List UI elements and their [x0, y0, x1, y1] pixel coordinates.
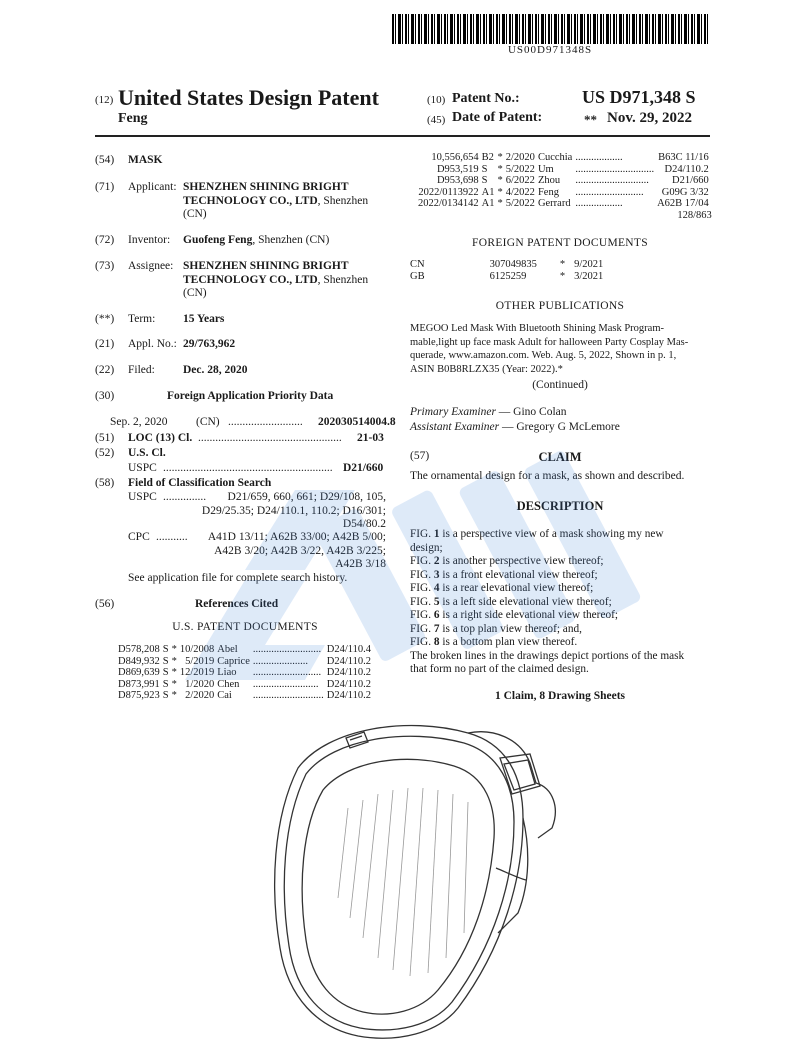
ref-name: Cucchia [537, 152, 573, 163]
ref-dots: ..................... [252, 655, 309, 667]
foreign-country: GB [410, 270, 425, 282]
field-51-loc: (51) LOC (13) Cl. .................................................. 21-03 [95, 432, 384, 444]
ref-num: D873,991 [118, 678, 160, 690]
foreign-star: * [559, 259, 566, 270]
table-row [118, 690, 374, 702]
ref-date: 6/2022 [505, 175, 535, 187]
patent-no-label: Patent No.: [452, 91, 520, 106]
claim-summary: 1 Claim, 8 Drawing Sheets [494, 690, 625, 702]
table-row [118, 667, 374, 679]
foreign-date: 3/2021 [574, 270, 604, 282]
foreign-docs-heading: FOREIGN PATENT DOCUMENTS [472, 237, 648, 249]
ref-name: Liao [217, 667, 237, 679]
other-publications-heading: OTHER PUBLICATIONS [495, 300, 625, 312]
ref-date: 5/2022 [505, 198, 535, 210]
patent-type-title: United States Design Patent [118, 85, 379, 110]
ref-date: 10/2008 [179, 644, 215, 655]
see-application-note: See application file for complete search history. [128, 572, 348, 584]
field-term: (**) Term: 15 Years [95, 313, 225, 325]
field-58: (58) Field of Classification Search [95, 477, 272, 489]
barcode-number: US00D971348S [507, 44, 593, 56]
other-publication-line: mable,light up face mask Adult for halloween Party Cosplay Mas- [410, 336, 689, 348]
field-22-filed: (22) Filed: Dec. 28, 2020 [95, 364, 248, 376]
ref-star: * [171, 667, 177, 679]
table-row [418, 152, 712, 164]
ref-dots: .................. [575, 198, 623, 210]
description-line: FIG. 4 is a rear elevational view thereof; [410, 582, 594, 594]
header-divider [95, 135, 710, 137]
ref-name: Zhou [537, 175, 561, 187]
ref-name: Chen [217, 678, 240, 690]
ref-star: * [171, 678, 177, 690]
patent-number: US D971,348 S [582, 87, 696, 107]
ref-dots: ......................... [252, 678, 319, 690]
table-row [118, 679, 374, 691]
title-mask: MASK [128, 154, 163, 166]
ref-dots: .......................... [252, 644, 322, 655]
description-line: FIG. 5 is a left side elevational view thereof; [410, 595, 612, 608]
foreign-star: * [559, 270, 566, 282]
ref-dots: ........................... [252, 690, 324, 702]
ref-kind: S [162, 678, 169, 690]
ref-star: * [171, 644, 177, 655]
table-row [118, 656, 374, 668]
other-publication-line: ASIN B0B8RLZX35 (Year: 2022).* [410, 364, 563, 376]
ref-num: D953,519 [436, 163, 479, 175]
ref-kind: S [481, 175, 488, 187]
ref-dots: .................. [575, 152, 623, 163]
field-71-applicant: (71) Applicant: SHENZHEN SHINING BRIGHT TECHNOLOGY CO., LTD, Shenzhen (CN) [95, 181, 369, 220]
table-row [418, 187, 712, 199]
table-row [410, 271, 606, 283]
ref-cls: D24/110.2 [326, 690, 372, 702]
description-line: The broken lines in the drawings depict portions of the mask [410, 649, 685, 662]
ref-num: D869,639 [118, 667, 160, 679]
description-line: FIG. 2 is another perspective view thereof; [410, 555, 604, 567]
ref-date: 4/2022 [505, 186, 535, 198]
foreign-references-table [410, 259, 606, 282]
field-30: (30) Foreign Application Priority Data [95, 390, 334, 402]
ref-cls: D24/110.4 [326, 644, 372, 655]
field-56: (56) References Cited [95, 598, 279, 610]
ref-num: D875,923 [118, 690, 160, 702]
ref-cls: B63C 11/16 [658, 152, 709, 163]
continued-note: (Continued) [532, 379, 588, 391]
priority-entry: Sep. 2, 2020 (CN) .......................... 202030514004.8 [110, 416, 396, 428]
foreign-num: 307049835 [489, 259, 537, 270]
ref-cls: A62B 17/04 [657, 198, 709, 210]
ref-kind: S [481, 163, 488, 175]
date-code: (45) [427, 114, 446, 126]
field-73-assignee: (73) Assignee: SHENZHEN SHINING BRIGHT TECHNOLOGY CO., LTD, Shenzhen (CN) [95, 260, 369, 299]
claim-text: The ornamental design for a mask, as shown and described. [410, 470, 685, 482]
table-row [418, 175, 712, 187]
ref-date: 5/2019 [185, 655, 215, 667]
field-72-inventor: (72) Inventor: Guofeng Feng, Shenzhen (CN) [95, 234, 330, 246]
ref-cls: D24/110.2 [326, 678, 372, 690]
ref-num: D953,698 [436, 175, 479, 187]
ref-kind: S [162, 667, 169, 679]
ref-dots: .............................. [575, 163, 655, 175]
date-of-patent: Nov. 29, 2022 [607, 110, 693, 126]
ref-kind: S [162, 690, 169, 702]
table-row [410, 259, 606, 271]
ref-name: Gerrard [537, 198, 571, 210]
refs-cont-extra: 128/863 [677, 209, 712, 221]
foreign-num: 6125259 [489, 270, 527, 282]
ref-star: * [497, 152, 503, 163]
ref-cls: G09G 3/32 [661, 186, 709, 198]
table-row [418, 164, 712, 176]
ref-star: * [497, 163, 503, 175]
ref-date: 1/2020 [185, 678, 215, 690]
description-line: FIG. 6 is a right side elevational view thereof; [410, 609, 619, 621]
foreign-country: CN [410, 259, 425, 270]
description-line: FIG. 7 is a top plan view thereof; and, [410, 622, 582, 635]
ref-kind: A1 [481, 186, 495, 198]
ref-date: 12/2019 [179, 667, 215, 679]
foreign-date: 9/2021 [574, 259, 604, 270]
ref-date: 2/2020 [505, 152, 535, 163]
ref-name: Feng [537, 186, 559, 198]
other-publication-line: querade, www.amazon.com. Web. Aug. 5, 2022, Shown in p. 1, [410, 350, 677, 362]
ref-cls: D24/110.2 [326, 655, 372, 667]
assistant-examiner: Assistant Examiner — Gregory G McLemore [410, 421, 620, 433]
kind-code-12: (12) [95, 94, 114, 106]
table-row [118, 644, 374, 656]
ref-num: 2022/0134142 [418, 198, 479, 210]
description-line: design; [410, 541, 443, 554]
description-line: FIG. 1 is a perspective view of a mask showing my new [410, 528, 664, 540]
inventor-surname: Feng [118, 111, 148, 126]
ref-date: 2/2020 [185, 690, 215, 702]
description-heading: DESCRIPTION [516, 499, 604, 513]
ref-num: 2022/0113922 [418, 186, 479, 198]
claim-heading: CLAIM [538, 450, 582, 464]
field-21-appl-no: (21) Appl. No.: 29/763,962 [95, 338, 236, 350]
mask-perspective-drawing [268, 708, 568, 1044]
table-row [418, 198, 712, 210]
ref-star: * [497, 186, 503, 198]
ref-kind: S [162, 644, 169, 655]
ref-name: Abel [217, 644, 238, 655]
uspc-search: USPC ............... D21/659, 660, 661; D29/108, 105, D29/25.35; D24/110.1, 110.2; D16/301; D54/80.2 [128, 491, 386, 530]
description-line: FIG. 8 is a bottom plan view thereof. [410, 636, 578, 648]
primary-examiner: Primary Examiner — Gino Colan [410, 406, 567, 418]
ref-num: D578,208 [118, 644, 160, 655]
date-of-patent-label: Date of Patent: [452, 110, 543, 125]
uspc-entry: USPC ........................................................... D21/660 [128, 462, 384, 474]
references-continued-table [418, 152, 712, 222]
ref-star: * [497, 175, 503, 187]
field-54: (54) MASK [95, 154, 163, 166]
cpc-search: CPC ........... A41D 13/11; A62B 33/00; A42B 5/00; A42B 3/20; A42B 3/22, A42B 3/225; A42B 3/18 [128, 531, 386, 570]
ref-dots: ............................ [575, 175, 649, 187]
ref-name: Cai [217, 690, 232, 702]
ref-star: * [171, 690, 177, 702]
ref-name: Caprice [217, 655, 250, 667]
other-publication-line: MEGOO Led Mask With Bluetooth Shining Mask Program- [410, 323, 664, 334]
ref-kind: B2 [481, 152, 494, 163]
date-stars: ** [584, 112, 597, 127]
field-52-us-cl: (52) U.S. Cl. [95, 447, 166, 459]
field-57: (57) [410, 450, 430, 462]
description-line: that form no part of the claimed design. [410, 663, 589, 675]
ref-cls: D21/660 [671, 175, 709, 187]
other-publications-text [410, 322, 710, 377]
description-line: FIG. 3 is a front elevational view thereof; [410, 568, 598, 581]
ref-kind: A1 [481, 198, 495, 210]
patent-no-code: (10) [427, 94, 446, 106]
us-references-table [118, 644, 374, 702]
barcode-icon [392, 14, 708, 44]
ref-date: 5/2022 [505, 163, 535, 175]
ref-star: * [497, 198, 503, 210]
ref-dots: .......................... [575, 186, 644, 198]
description-text [410, 528, 720, 677]
ref-dots: .......................... [252, 667, 322, 679]
ref-cls: D24/110.2 [326, 667, 372, 679]
ref-name: Um [537, 163, 554, 175]
ref-num: D849,932 [118, 655, 160, 667]
ref-num: 10,556,654 [431, 152, 479, 163]
ref-star: * [171, 655, 177, 667]
ref-cls: D24/110.2 [664, 163, 709, 175]
us-patent-docs-heading: U.S. PATENT DOCUMENTS [172, 621, 318, 633]
ref-kind: S [162, 655, 169, 667]
